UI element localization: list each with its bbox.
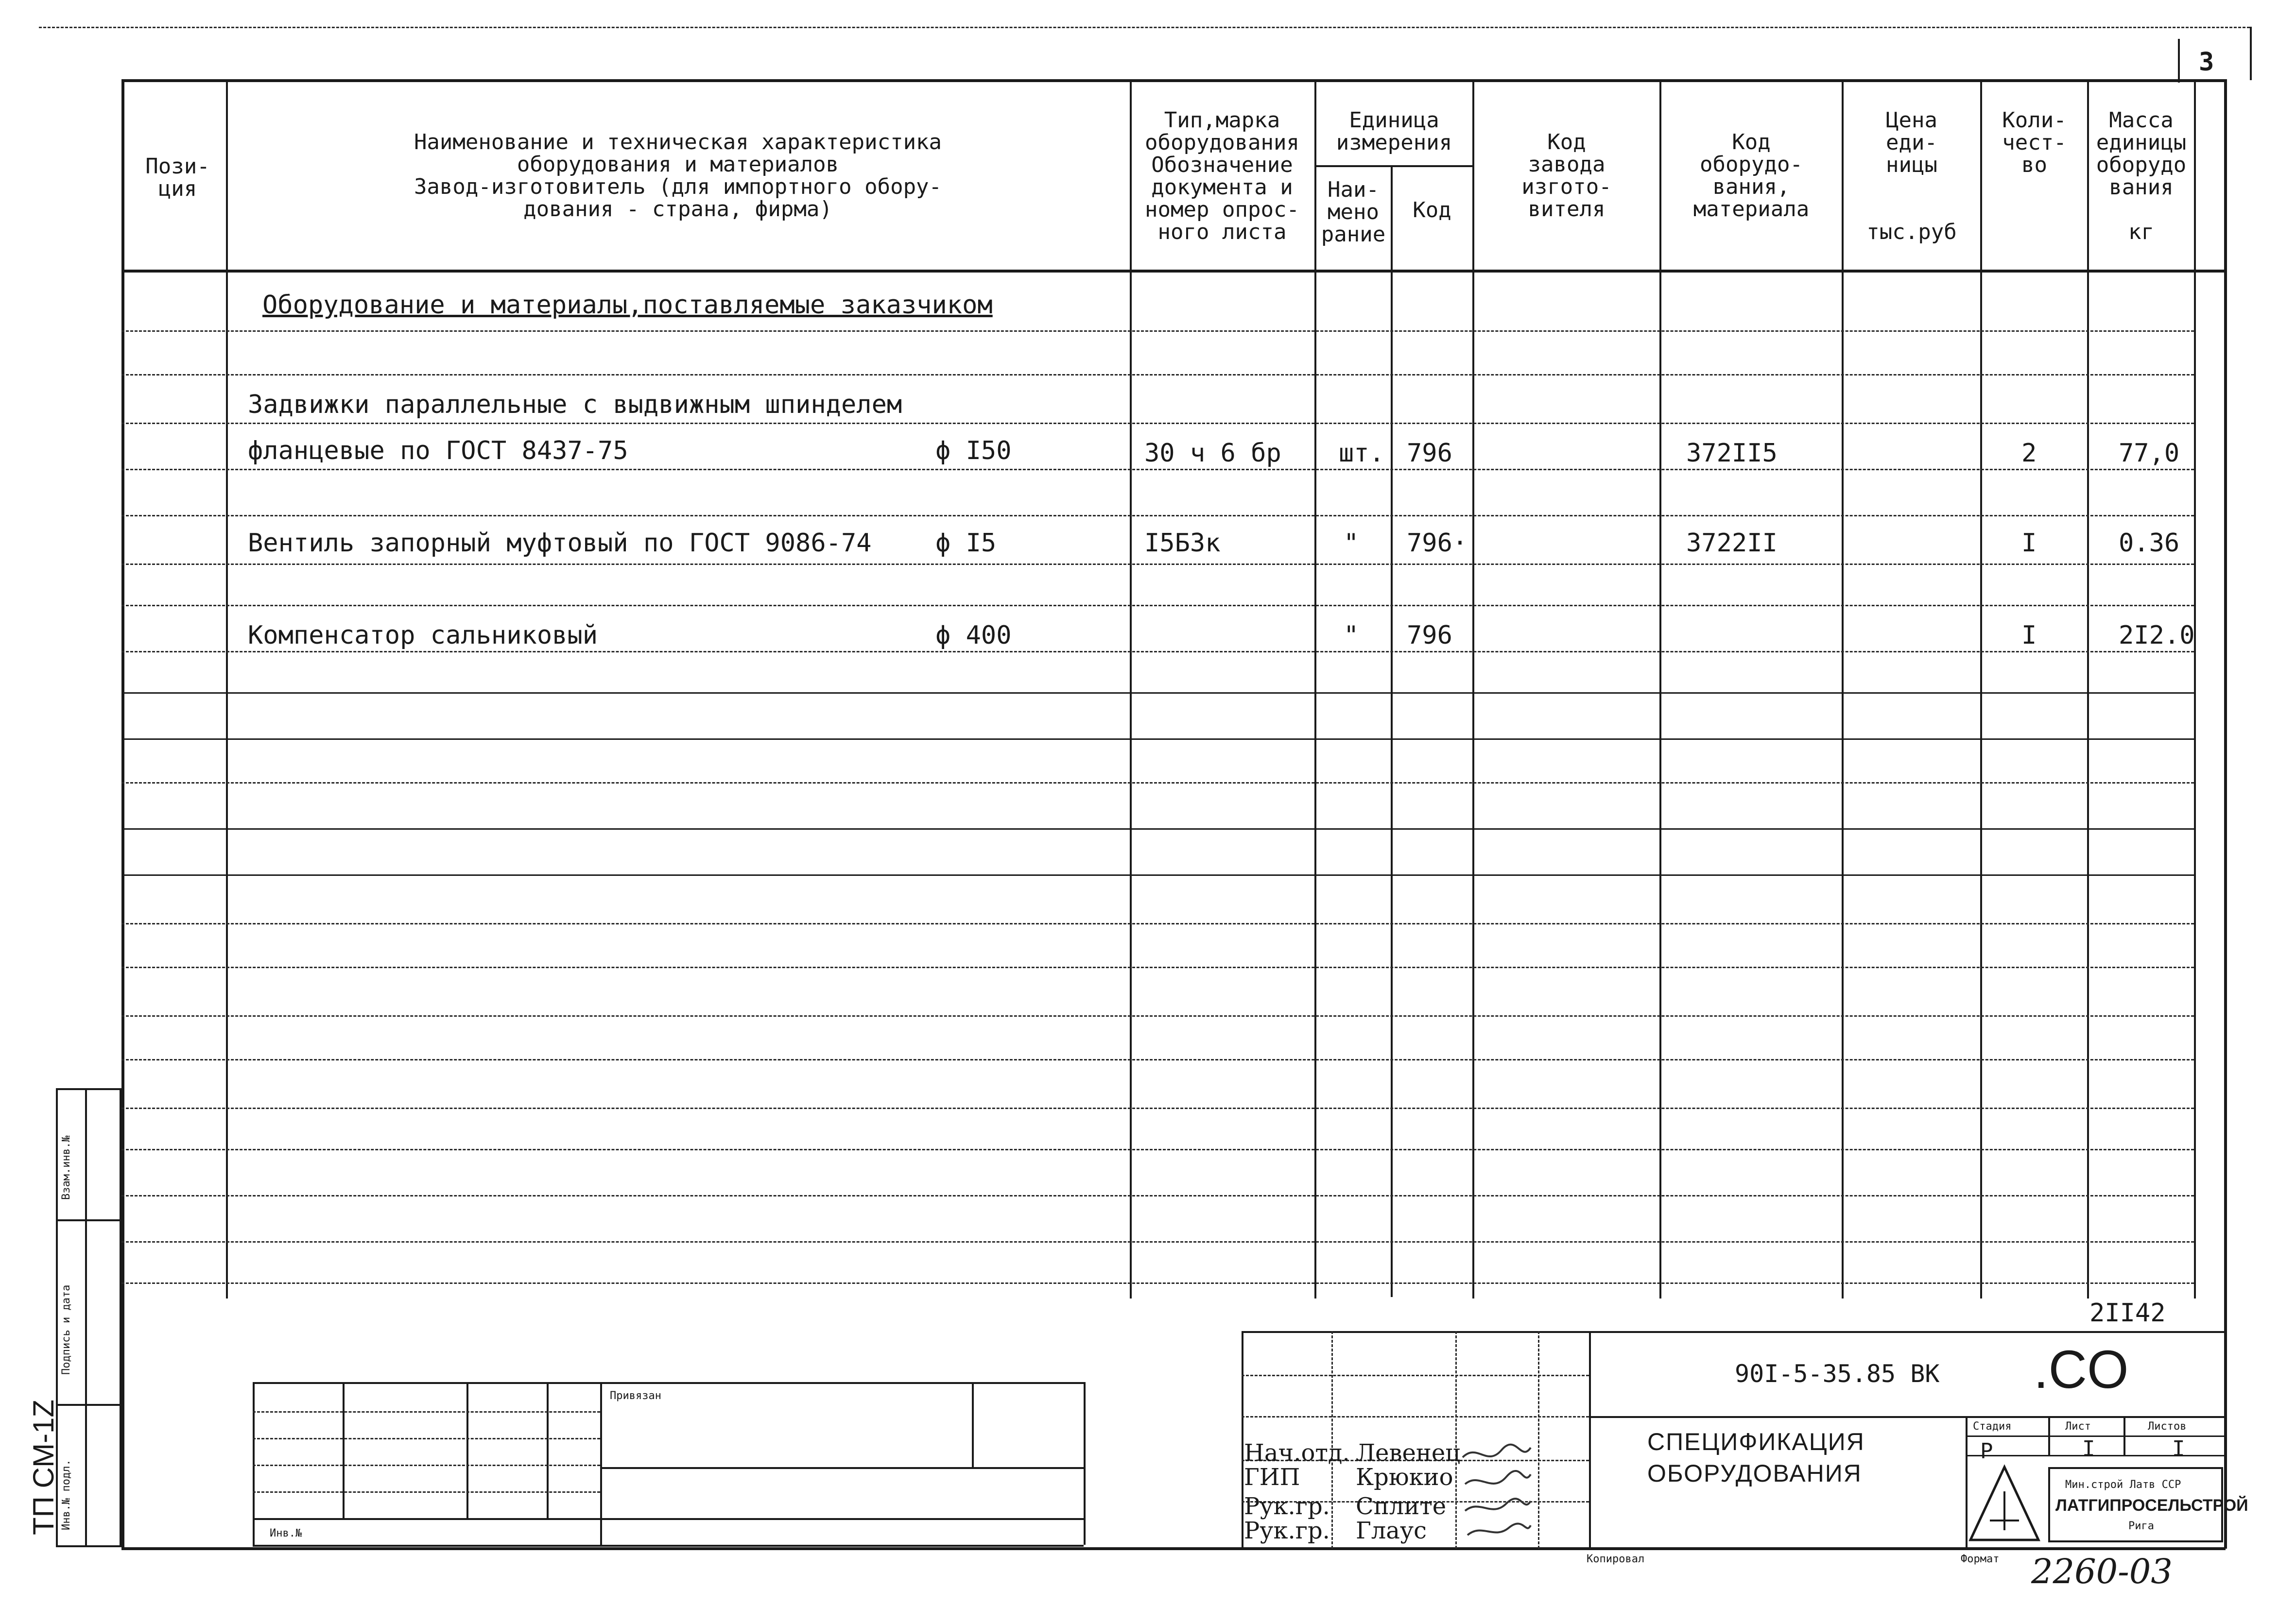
header-bottom-line <box>121 270 2226 273</box>
unit-subheader-line <box>1314 165 1472 167</box>
trim-line-right <box>2250 27 2252 80</box>
row-equip-code: 3722II <box>1686 529 1778 558</box>
row-line <box>121 874 2194 876</box>
copied-label: Копировал <box>1587 1553 1645 1565</box>
row-line <box>121 423 2194 424</box>
row-qty: 2 <box>2021 439 2037 468</box>
row-line <box>121 692 2194 694</box>
row-line <box>121 651 2194 652</box>
row-mass: 2I2.0 <box>2119 621 2195 650</box>
row-line <box>121 1195 2194 1196</box>
doc-title-line2: ОБОРУДОВАНИЯ <box>1647 1460 1862 1487</box>
side-stamp-divider <box>85 1088 87 1547</box>
tb-line-mid <box>1589 1416 2226 1418</box>
staff-role: Рук.гр. <box>1244 1493 1330 1520</box>
row-line <box>121 1015 2194 1017</box>
row-equip-code: 372II5 <box>1686 439 1778 468</box>
frame-left <box>121 79 124 1549</box>
row-unit-code: 796 <box>1407 439 1452 468</box>
row-line <box>121 1149 2194 1150</box>
bound-row <box>253 1411 600 1413</box>
row-line <box>121 564 2194 565</box>
header-mass: Масса единицы оборудо вания <box>2096 108 2187 200</box>
header-price-unit: тыс.руб <box>1866 220 1957 244</box>
bound-block-inv-line <box>253 1518 1084 1520</box>
header-unit-code: Код <box>1413 198 1451 222</box>
side-code: ТП СМ-1Z <box>27 1399 60 1535</box>
header-unit-group: Единица измерения <box>1336 108 1452 155</box>
header-price: Цена еди- ницы <box>1886 108 1937 177</box>
bound-block-col <box>253 1382 255 1545</box>
bound-block-bottom <box>253 1545 1084 1547</box>
header-maker-code: Код завода изгото- вителя <box>1521 130 1612 222</box>
row-line <box>121 782 2194 784</box>
row-line <box>121 738 2194 740</box>
bound-label: Привязан <box>610 1390 661 1402</box>
row-line <box>121 469 2194 470</box>
row-diameter: ϕ I50 <box>935 436 1012 465</box>
bound-block-top <box>253 1382 1084 1384</box>
stage-value: Р <box>1980 1439 1993 1464</box>
row-diameter: ϕ 400 <box>935 621 1012 650</box>
col-divider-2 <box>1130 79 1132 1298</box>
sheets-value: I <box>2172 1436 2185 1461</box>
bound-row <box>253 1438 600 1439</box>
row-line <box>121 1241 2194 1243</box>
doc-number: 2II42 <box>2089 1298 2166 1328</box>
row-line <box>121 330 2194 332</box>
org-ministry: Мин.строй Латв ССР <box>2065 1479 2181 1491</box>
sheet-value: I <box>2082 1436 2095 1461</box>
doc-code: 90I-5-35.85 ВК <box>1735 1360 1940 1388</box>
side-label-sign: Подпись и дата <box>60 1284 72 1375</box>
bound-block-col <box>600 1382 602 1545</box>
inv-label: Инв.№ <box>270 1527 302 1539</box>
bound-block-col <box>1084 1382 1086 1545</box>
row-qty: I <box>2021 529 2037 558</box>
row-name: Задвижки параллельные с выдвижным шпинделем <box>248 390 902 419</box>
side-label-vzam: Взам.инв.№ <box>60 1135 72 1200</box>
col-divider-6 <box>1659 79 1661 1298</box>
col-divider-1 <box>226 79 228 1298</box>
col-divider-7 <box>1842 79 1844 1298</box>
staff-name: Сплите <box>1356 1493 1447 1520</box>
tb-stage-line <box>1966 1455 2226 1456</box>
row-line <box>121 923 2194 924</box>
row-line <box>121 1059 2194 1060</box>
row-line <box>121 374 2194 376</box>
side-stamp-row <box>56 1404 121 1406</box>
staff-role: ГИП <box>1244 1464 1300 1491</box>
row-unit-code: 796 <box>1407 621 1452 650</box>
org-city: Рига <box>2128 1520 2154 1532</box>
side-stamp-row <box>56 1219 121 1221</box>
row-type: 30 ч 6 бр <box>1144 439 1281 468</box>
col-divider-8 <box>1980 79 1982 1298</box>
row-name: Компенсатор сальниковый <box>248 621 598 650</box>
row-unit: шт. <box>1339 439 1384 468</box>
tb-col-main <box>1589 1331 1591 1549</box>
header-position: Пози- ция <box>145 154 210 201</box>
side-label-inv: Инв.№ подл. <box>60 1459 72 1530</box>
bound-block-mid <box>600 1467 1084 1469</box>
frame-top <box>121 79 2226 82</box>
section-title: Оборудование и материалы,поставляемые заказчиком <box>262 290 993 320</box>
bound-row <box>253 1491 600 1493</box>
row-name-cont: фланцевые по ГОСТ 8437-75 <box>248 436 628 465</box>
doc-title-line1: СПЕЦИФИКАЦИЯ <box>1647 1428 1865 1455</box>
signature-icon <box>1458 1438 1536 1545</box>
col-divider-4 <box>1391 165 1393 1297</box>
col-divider-3 <box>1314 79 1316 1298</box>
col-divider-9 <box>2087 79 2089 1298</box>
row-line <box>121 605 2194 606</box>
handwritten-number: 2260-03 <box>2031 1552 2173 1591</box>
frame-bottom <box>121 1547 2226 1550</box>
org-name: ЛАТГИПРОСЕЛЬСТРОЙ <box>2055 1496 2248 1515</box>
title-block-left <box>1242 1331 1243 1549</box>
trim-line <box>39 27 2250 28</box>
row-line <box>121 828 2194 830</box>
header-type: Тип,марка оборудования Обозначение документа и номер опрос- ного листа <box>1145 108 1299 244</box>
row-unit: " <box>1344 621 1359 650</box>
title-block-top <box>1242 1331 2226 1333</box>
stage-label: Стадия <box>1973 1420 2012 1433</box>
tb-row <box>1242 1375 1589 1376</box>
row-line <box>121 515 2194 516</box>
header-name: Наименование и техническая характеристика оборудования и материалов Завод-изготовитель (для импортного обору- дования - страна, фирма) <box>414 130 942 222</box>
staff-name: Левенец <box>1356 1439 1461 1467</box>
bound-block-col <box>343 1382 345 1518</box>
row-mass: 0.36 <box>2119 529 2180 558</box>
staff-name: Крюкио <box>1356 1464 1453 1491</box>
tb-col <box>1538 1331 1539 1549</box>
staff-role: Нач.отд. <box>1244 1439 1350 1467</box>
triangle-logo-icon <box>1966 1462 2043 1545</box>
tb-label-line <box>1966 1435 2226 1437</box>
col-divider-5 <box>1472 79 1474 1298</box>
row-line <box>121 1108 2194 1109</box>
row-diameter: ϕ I5 <box>935 529 997 558</box>
bound-block-col <box>972 1382 974 1467</box>
frame-right <box>2224 79 2227 1549</box>
row-line <box>121 1282 2194 1284</box>
header-qty: Коли- чест- во <box>2002 108 2067 177</box>
col-divider-10 <box>2194 79 2196 1298</box>
header-unit-name: Наи- мено рание <box>1321 177 1386 247</box>
sheets-label: Листов <box>2148 1420 2187 1433</box>
format-label: Формат <box>1961 1553 2000 1565</box>
bound-row <box>253 1465 600 1466</box>
row-mass: 77,0 <box>2119 439 2180 468</box>
row-name: Вентиль запорный муфтовый по ГОСТ 9086-74 <box>248 529 872 558</box>
tb-row <box>1242 1416 1589 1418</box>
staff-name: Глаус <box>1356 1517 1427 1544</box>
doc-mark: .CO <box>2034 1340 2129 1400</box>
sheet-label: Лист <box>2065 1420 2091 1433</box>
row-unit-code: 796· <box>1407 529 1468 558</box>
bound-block-col <box>547 1382 549 1518</box>
row-qty: I <box>2021 621 2037 650</box>
sheet-number: 3 <box>2199 48 2214 77</box>
bound-block-col <box>466 1382 468 1518</box>
staff-role: Рук.гр. <box>1244 1517 1330 1544</box>
header-equip-code: Код оборудо- вания, материала <box>1693 130 1810 222</box>
row-type: I5Б3к <box>1144 529 1221 558</box>
row-unit: " <box>1344 529 1359 558</box>
row-line <box>121 967 2194 968</box>
header-mass-unit: кг <box>2128 220 2154 244</box>
